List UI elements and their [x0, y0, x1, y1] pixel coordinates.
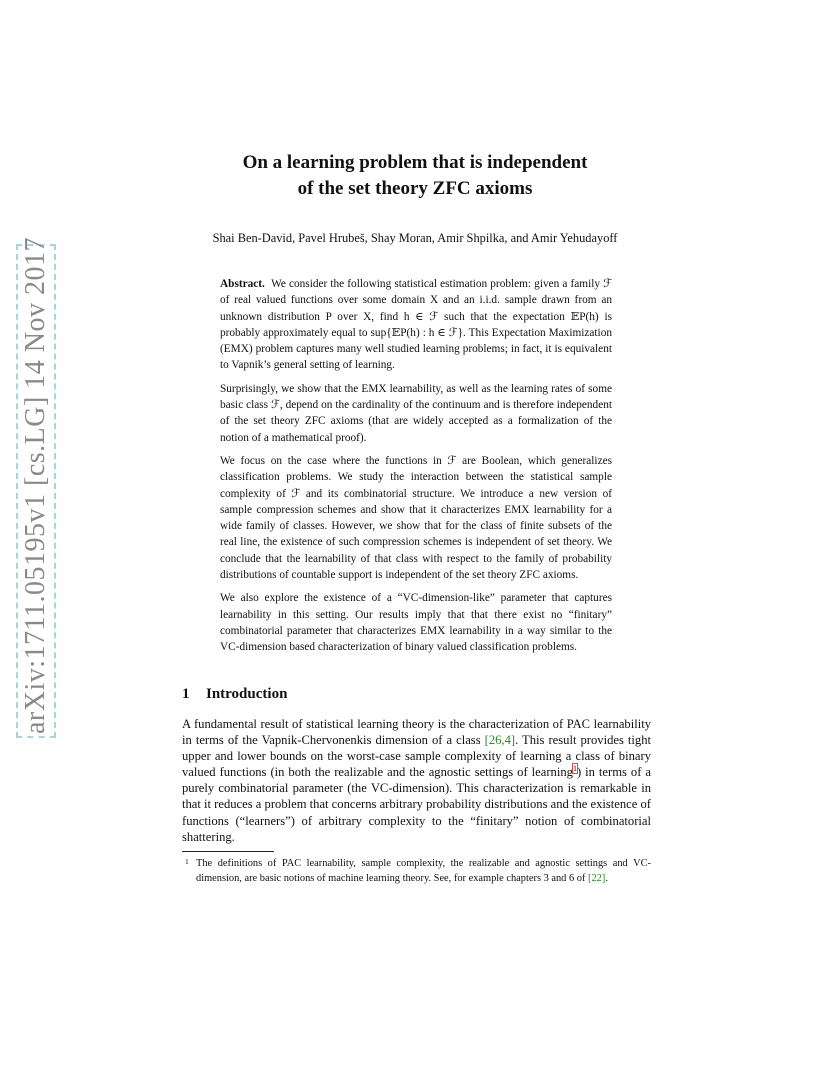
introduction-paragraph	[182, 716, 651, 845]
intro-text-2: . This result provides tight upper and lower bounds on the worst-case sample complexity of learning a class of binary valued functions (in both the realizable and the agnostic settings of learning	[182, 733, 651, 780]
author-list: Shai Ben-David, Pavel Hrubeš, Shay Moran, Amir Shpilka, and Amir Yehudayoff	[212, 231, 618, 245]
footnote-divider	[182, 851, 274, 852]
section-number: 1	[182, 686, 190, 702]
abstract	[220, 276, 612, 663]
abstract-paragraph-3: We focus on the case where the functions in ℱ are Boolean, which generalizes classification problems. We study the interaction between the statistical sample complexity of ℱ and its combinatorial structure. We introduce a new version of sample compression schemes and show that it characterizes EMX learnability for a wide family of classes. However, we show that for the class of finite subsets of the real line, the existence of such compression schemes is independent of set theory. We conclude that the learnability of that class with respect to the family of probability distributions of countable support is independent of the set theory ZFC axioms.	[220, 454, 612, 582]
footnote-mark: 1	[185, 857, 189, 866]
abstract-label: Abstract.	[220, 278, 265, 290]
title-line-1: On a learning problem that is independent	[242, 152, 588, 173]
title-line-2: of the set theory ZFC axioms	[297, 178, 533, 199]
footnote	[182, 856, 651, 886]
abstract-paragraph-4: We also explore the existence of a “VC-dimension-like” parameter that captures learnability in this setting. Our results imply that that there exist no “finitary” combinatorial parameter that characterizes EMX learnability in a way similar to the VC-dimension based characterization of binary valued classification problems.	[220, 592, 612, 654]
citation-link[interactable]: [26,4]	[484, 733, 516, 748]
footnote-text: The definitions of PAC learnability, sample complexity, the realizable and agnostic settings and VC-dimension, are basic notions of machine learning theory. See, for example chapters 3 and 6 of	[196, 858, 651, 884]
abstract-paragraph-1	[220, 276, 612, 374]
section-title: Introduction	[206, 686, 288, 702]
intro-text-1: A fundamental result of statistical learning theory is the characterization of PAC learnability in terms of the Vapnik-Chervonenkis dimension of a class	[182, 717, 651, 748]
abstract-paragraph-2: Surprisingly, we show that the EMX learnability, as well as the learning rates of some basic class ℱ, depend on the cardinality of the continuum and is therefore independent of the set theory ZFC axioms (that are widely accepted as a formalization of the notion of a mathematical proof).	[220, 382, 612, 444]
section-heading-introduction	[182, 684, 287, 704]
paper-title	[180, 150, 650, 202]
intro-text-3: ) in terms of a purely combinatorial parameter (the VC-dimension). This characterization is remarkable in that it reduces a problem that concerns arbitrary probability distributions and the existence of functions (“learners”) of arbitrary complexity to the “finitary” notion of combinatorial shattering.	[182, 765, 651, 844]
footnote-end: .	[605, 873, 608, 884]
footnote-citation-link[interactable]: [22]	[588, 873, 606, 884]
abstract-text-1: We consider the following statistical estimation problem: given a family ℱ of real valued functions over some domain X and an i.i.d. sample drawn from an unknown distribution P over X, find h ∈ ℱ such that the expectation 𝔼P(h) is probably approximately equal to sup{𝔼P(h) : h ∈ ℱ}. This Expectation Maximization (EMX) problem captures many well studied learning problems; in fact, it is equivalent to Vapnik’s general setting of learning.	[220, 278, 612, 372]
arxiv-identifier[interactable]: arXiv:1711.05195v1 [cs.LG] 14 Nov 2017	[20, 236, 51, 734]
footnote-reference-link[interactable]: 1	[572, 764, 577, 774]
